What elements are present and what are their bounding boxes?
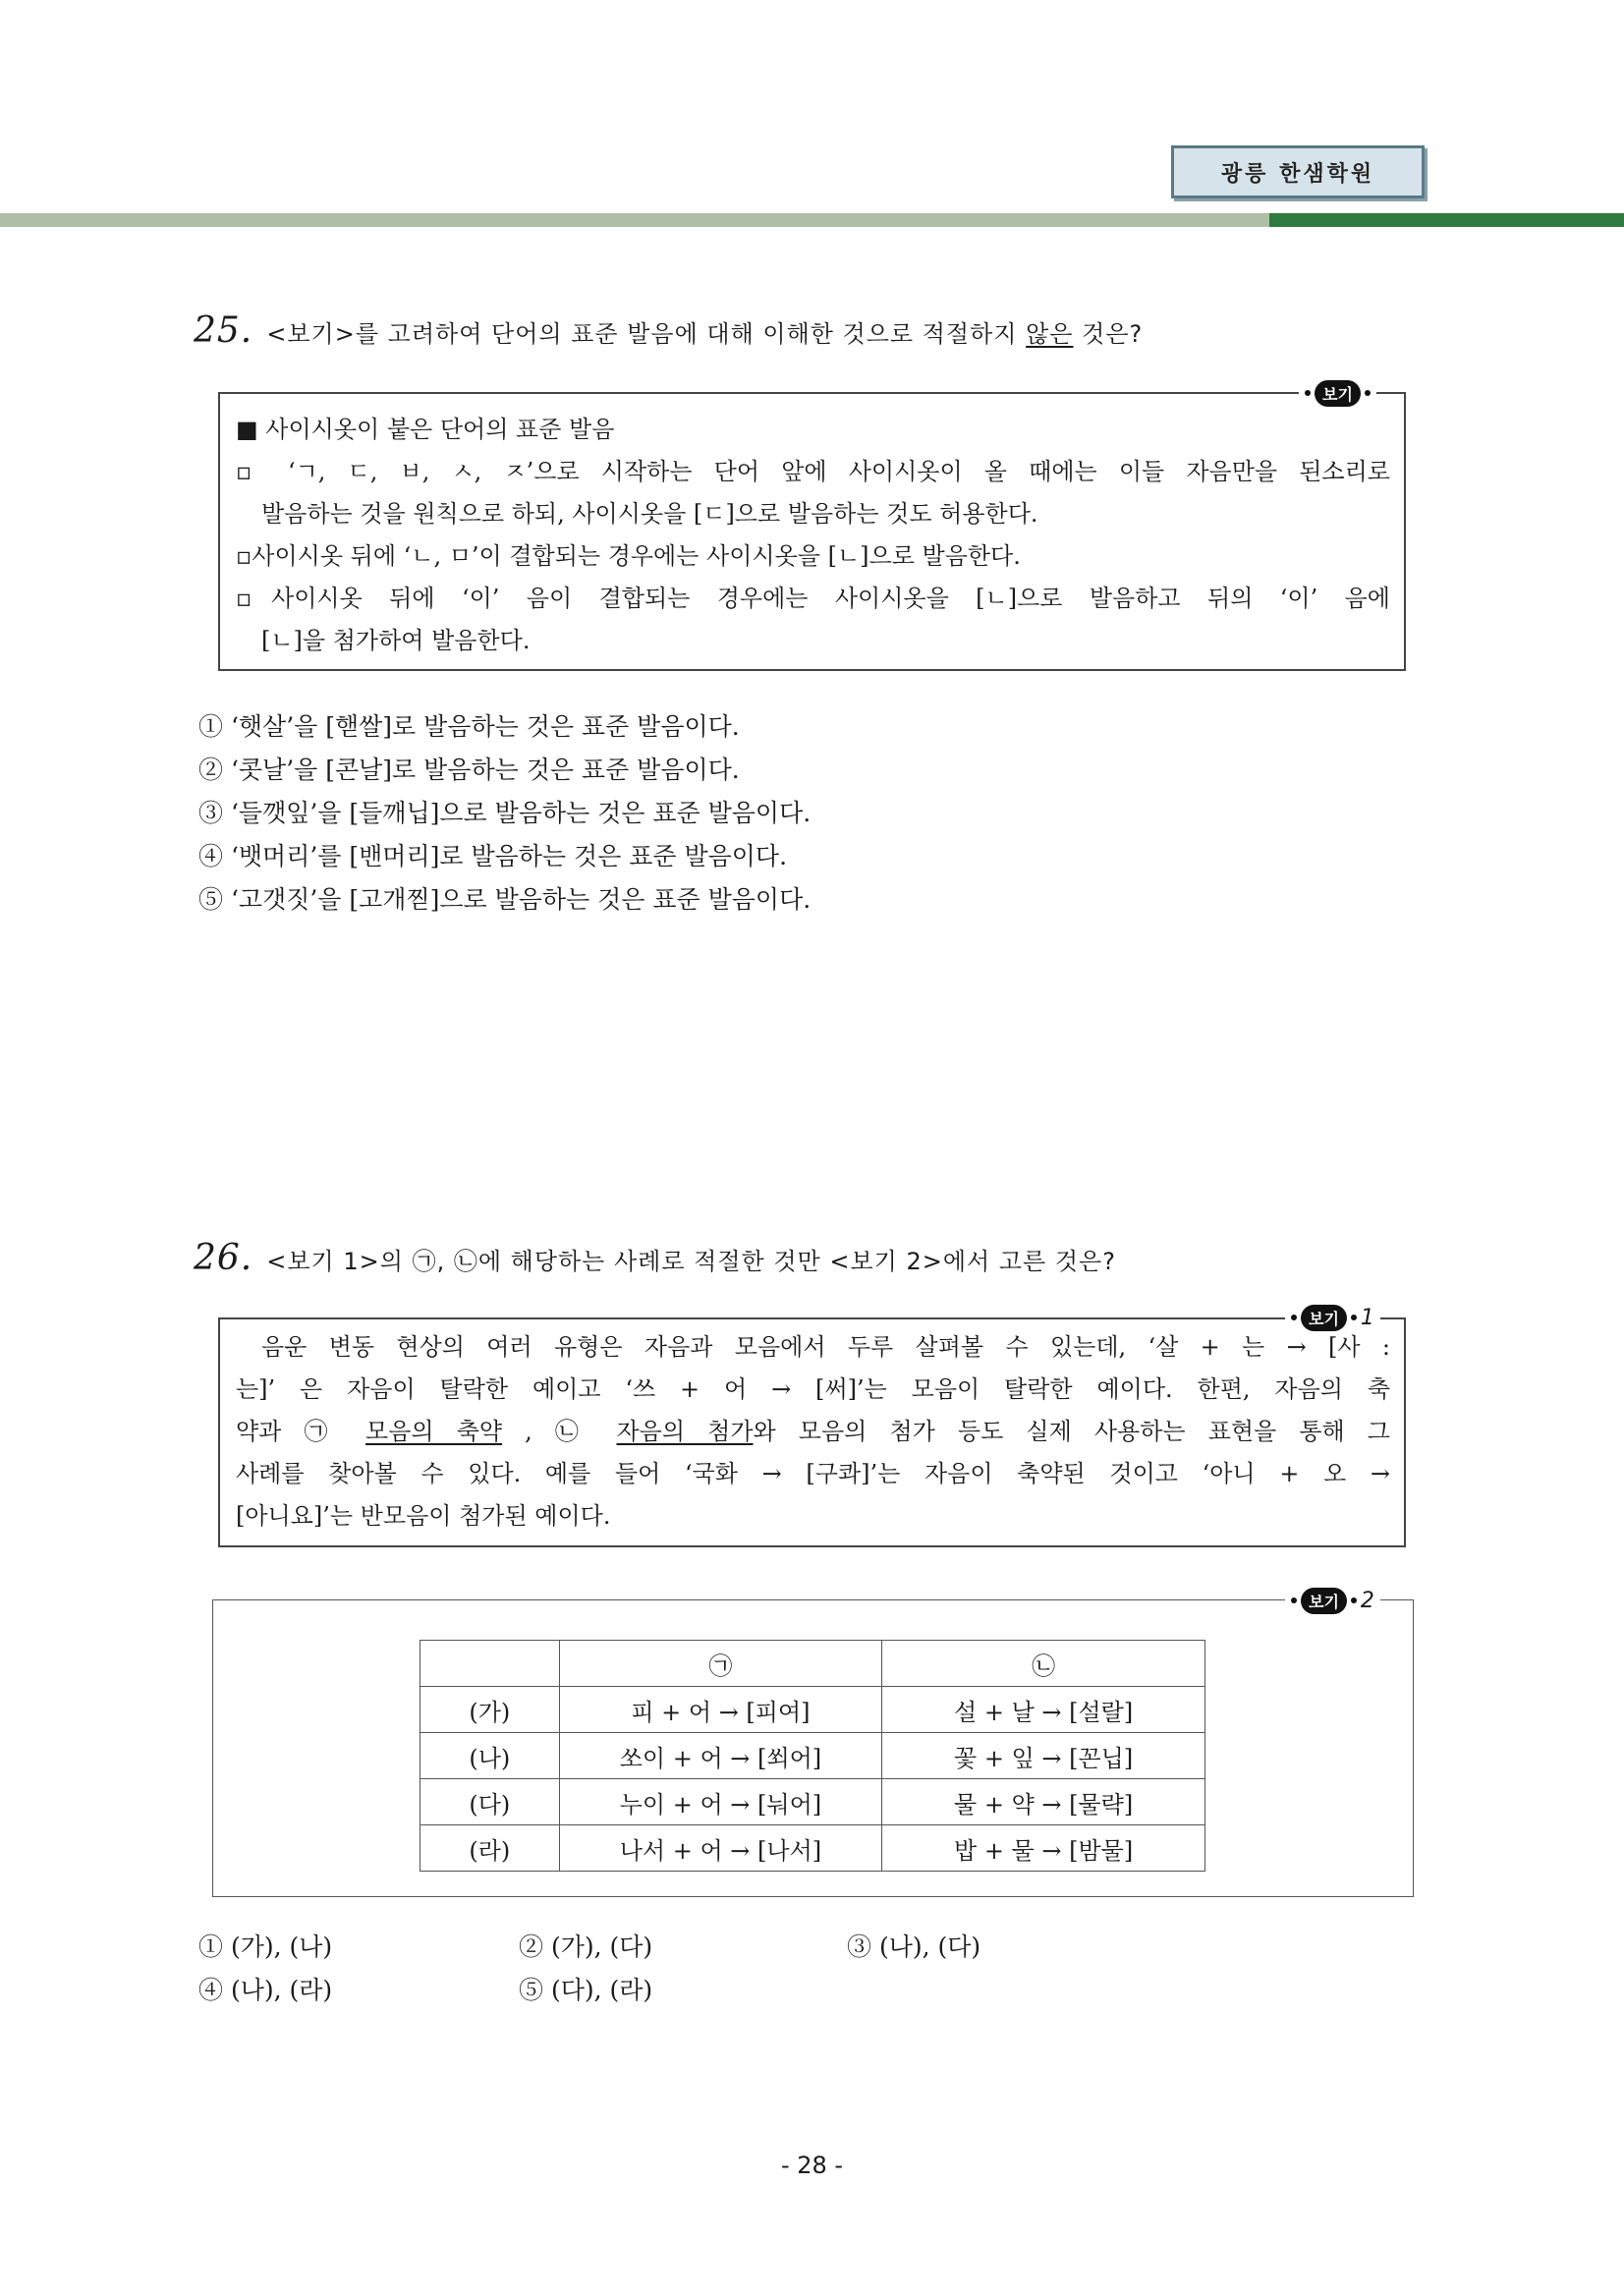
- example-label-26-2: 보기 2: [1285, 1586, 1380, 1615]
- answer-option[interactable]: ② ‘콧날’을 [콘날]로 발음하는 것은 표준 발음이다.: [198, 756, 740, 784]
- example-content-26-1: [236, 1326, 1390, 1538]
- answer-option[interactable]: ④ (나), (라): [198, 1976, 333, 2004]
- header-band-light: [0, 213, 1269, 227]
- table-cell: 물 + 약 → [물략]: [882, 1779, 1205, 1825]
- table-row: [420, 1733, 1205, 1779]
- example-content-25: [236, 409, 1390, 662]
- answer-option[interactable]: ③ (나), (다): [847, 1932, 981, 1961]
- page-number: - 28 -: [780, 2152, 844, 2179]
- answer-option[interactable]: ③ ‘들깻잎’을 [들깨닙]으로 발음하는 것은 표준 발음이다.: [198, 799, 812, 827]
- question-stem: <보기>를 고려하여 단어의 표준 발음에 대해 이해한 것으로 적절하지 않은 것은?: [266, 320, 1144, 348]
- table-cell: (라): [420, 1825, 560, 1872]
- question-number: 25.: [194, 310, 253, 351]
- underlined-term: 자음의 첨가: [616, 1418, 754, 1445]
- box-line: ▫사이시옷 뒤에 ‘ㄴ, ㅁ’이 결합되는 경우에는 사이시옷을 [ㄴ]으로 발음한다.: [236, 542, 1021, 570]
- example-label-26-1: 보기 1: [1285, 1303, 1380, 1332]
- question-25-heading: [194, 310, 1143, 351]
- table-row: [420, 1825, 1205, 1872]
- dot-icon: [1291, 1597, 1297, 1603]
- underlined-term: 모음의 축약: [365, 1418, 503, 1445]
- box-line: 음운 변동 현상의 여러 유형은 자음과 모음에서 두루 살펴볼 수 있는데, ‘살 + 는 → [사 :: [261, 1333, 1390, 1361]
- answer-option[interactable]: ⑤ (다), (라): [519, 1976, 653, 2004]
- answer-option[interactable]: ① (가), (나): [198, 1932, 333, 1961]
- dot-icon: [1351, 1597, 1357, 1603]
- answer-option[interactable]: ② (가), (다): [519, 1932, 653, 1961]
- table-cell: 쏘이 + 어 → [쐬어]: [559, 1733, 882, 1779]
- options-25: [198, 705, 811, 922]
- table-cell: (다): [420, 1779, 560, 1825]
- answer-option[interactable]: ① ‘햇살’을 [핻쌀]로 발음하는 것은 표준 발음이다.: [198, 712, 740, 741]
- table-header-cell: ㉠: [559, 1641, 882, 1687]
- table-header-cell: [420, 1641, 560, 1687]
- table-cell: 누이 + 어 → [눠어]: [559, 1779, 882, 1825]
- table-cell: 꽃 + 잎 → [꼰닙]: [882, 1733, 1205, 1779]
- table-cell: 피 + 어 → [피여]: [559, 1687, 882, 1733]
- table-row: [420, 1687, 1205, 1733]
- box-line: ■ 사이시옷이 붙은 단어의 표준 발음: [236, 416, 615, 443]
- box-line: 약과 ㉠ 모음의 축약 , ㉡ 자음의 첨가와 모음의 첨가 등도 실제 사용하는 표현을 통해 그: [236, 1418, 1390, 1445]
- table-cell: 나서 + 어 → [나서]: [559, 1825, 882, 1872]
- options-26: [198, 1926, 1083, 2012]
- dot-icon: [1291, 1315, 1297, 1320]
- table-cell: (나): [420, 1733, 560, 1779]
- table-cell: (가): [420, 1687, 560, 1733]
- table-row: [420, 1779, 1205, 1825]
- box-line: 사례를 찾아볼 수 있다. 예를 들어 ‘국화 → [구콰]’는 자음이 축약된 것이고 ‘아니 + 오 →: [236, 1460, 1390, 1487]
- box-line: 는]’ 은 자음이 탈락한 예이고 ‘쓰 + 어 → [써]’는 모음이 탈락한 예이다. 한편, 자음의 축: [236, 1375, 1390, 1403]
- table-header-row: [420, 1641, 1205, 1687]
- header-band-dark: [1269, 213, 1624, 227]
- table-cell: 설 + 날 → [설랄]: [882, 1687, 1205, 1733]
- dot-icon: [1305, 390, 1311, 396]
- example-label-25: 보기: [1299, 379, 1376, 407]
- academy-badge: 광릉 한샘학원: [1171, 145, 1425, 198]
- dot-icon: [1351, 1315, 1357, 1320]
- box-line: ▫사이시옷 뒤에 ‘이’ 음이 결합되는 경우에는 사이시옷을 [ㄴ]으로 발음하고 뒤의 ‘이’ 음에: [236, 585, 1390, 612]
- answer-option[interactable]: ⑤ ‘고갯짓’을 [고개찓]으로 발음하는 것은 표준 발음이다.: [198, 885, 812, 914]
- table-cell: 밥 + 물 → [밤물]: [882, 1825, 1205, 1872]
- dot-icon: [1365, 390, 1371, 396]
- question-number: 26.: [194, 1238, 253, 1278]
- question-stem: <보기 1>의 ㉠, ㉡에 해당하는 사례로 적절한 것만 <보기 2>에서 고른 것은?: [266, 1248, 1116, 1275]
- table-header-cell: ㉡: [882, 1641, 1205, 1687]
- example-table: [420, 1640, 1205, 1872]
- answer-option[interactable]: ④ ‘뱃머리’를 [밴머리]로 발음하는 것은 표준 발음이다.: [198, 842, 788, 870]
- box-line: [아니요]’는 반모음이 첨가된 예이다.: [236, 1502, 611, 1530]
- box-line: ▫ ‘ㄱ, ㄷ, ㅂ, ㅅ, ㅈ’으로 시작하는 단어 앞에 사이시옷이 올 때에는 이들 자음만을 된소리로: [236, 458, 1390, 485]
- box-line: [ㄴ]을 첨가하여 발음한다.: [261, 627, 531, 654]
- question-26-heading: [194, 1238, 1116, 1278]
- box-line: 발음하는 것을 원칙으로 하되, 사이시옷을 [ㄷ]으로 발음하는 것도 허용한다.: [261, 500, 1038, 528]
